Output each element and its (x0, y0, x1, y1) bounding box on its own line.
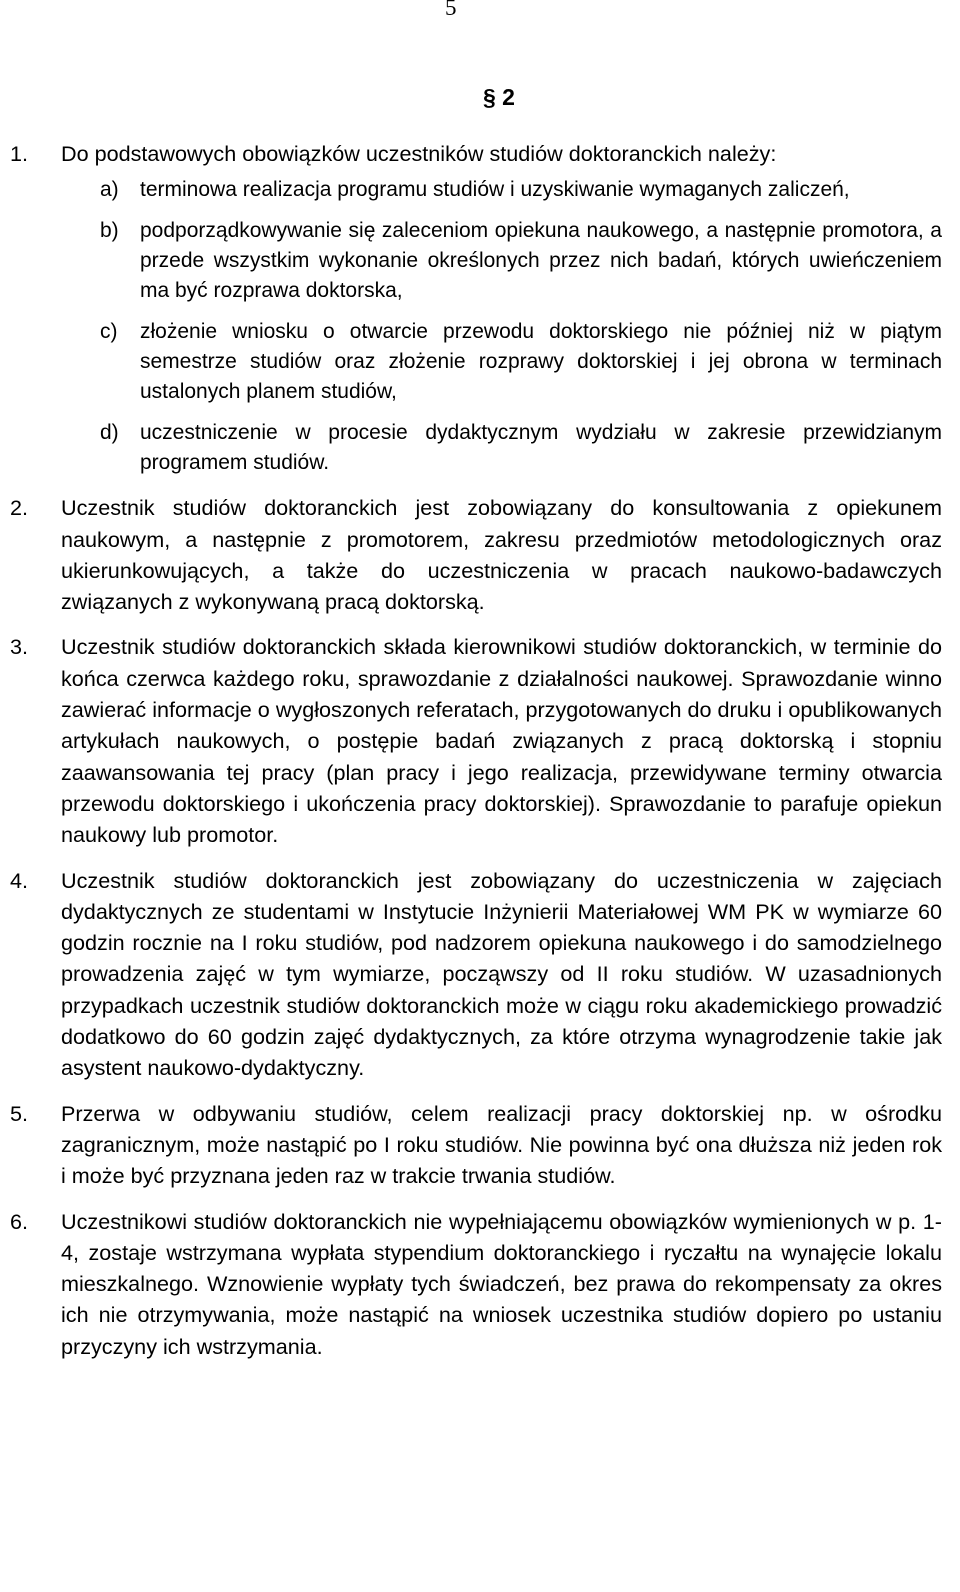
paragraph-list (0, 138, 960, 1376)
paragraph-text: Uczestnik studiów doktoranckich jest zobowiązany do uczestniczenia w zajęciach dydaktycznych ze studentami w Instytucie Inżynierii Materiałowej WM PK w wymiarze 60 godzin rocznie na I roku studiów, pod nadzorem opiekuna naukowego i do samodzielnego prowadzenia zajęć w tym wymiarze, począwszy od II roku studiów. W uzasadnionych przypadkach uczestnik studiów doktoranckich może w ciągu roku akademickiego prowadzić dodatkowo do 60 godzin zajęć dydaktycznych, za które otrzyma wynagrodzenie takie jak asystent naukowo-dydaktyczny. (61, 867, 942, 1081)
subitem-text: złożenie wniosku o otwarcie przewodu doktorskiego nie później niż w piątym semestrze studiów oraz złożenie rozprawy doktorskiej i jej obrona w terminach ustalonych planem studiów, (140, 320, 942, 404)
page-number: 5 (445, 0, 457, 20)
paragraph-number: 2. (10, 495, 29, 521)
paragraph-text: Przerwa w odbywaniu studiów, celem realizacji pracy doktorskiej np. w ośrodku zagranicznym, może nastąpić po I roku studiów. Nie powinna być ona dłuższa niż jeden rok i może być przyznana jeden raz w trakcie trwania studiów. (61, 1100, 942, 1189)
paragraph-number: 6. (10, 1208, 29, 1234)
subitem-label: c) (100, 320, 118, 344)
subitem-label: d) (100, 421, 119, 445)
paragraph-4 (0, 865, 960, 1084)
subitem-text: podporządkowywanie się zaleceniom opiekuna naukowego, a następnie promotora, a przede wszystkim wykonanie określonych przez nich badań, których uwieńczeniem ma być rozprawa doktorska, (140, 219, 942, 303)
subitem-c (100, 317, 942, 407)
subitem-list (61, 175, 942, 478)
paragraph-text: Uczestnik studiów doktoranckich składa kierownikowi studiów doktoranckich, w terminie do końca czerwca każdego roku, sprawozdanie z działalności naukowej. Sprawozdanie winno zawierać informacje o wygłoszonych referatach, przygotowanych do druku i opublikowanych artykułach naukowych, o postępie badań związanych z pracą doktorską i stopniu zaawansowania tej pracy (plan pracy i jego realizacja, przewidywane terminy otwarcia przewodu doktorskiego i ukończenia pracy doktorskiej). Sprawozdanie to parafuje opiekun naukowy lub promotor. (61, 634, 942, 848)
paragraph-number: 3. (10, 634, 29, 660)
subitem-b (100, 216, 942, 306)
subitem-label: a) (100, 178, 119, 202)
subitem-label: b) (100, 219, 119, 243)
paragraph-text: Uczestnikowi studiów doktoranckich nie wypełniającemu obowiązków wymienionych w p. 1-4, zostaje wstrzymana wypłata stypendium doktoranckiego i ryczałtu na wynajęcie lokalu mieszkalnego. Wznowienie wypłaty tych świadczeń, bez prawa do rekompensaty za okres ich nie otrzymywania, może nastąpić na wniosek uczestnika studiów dopiero po ustaniu przyczyny ich wstrzymania. (61, 1208, 942, 1359)
paragraph-number: 1. (10, 141, 29, 166)
subitem-text: terminowa realizacja programu studiów i uzyskiwanie wymaganych zaliczeń, (140, 178, 850, 202)
paragraph-number: 4. (10, 867, 29, 893)
paragraph-6 (0, 1206, 960, 1362)
paragraph-text: Uczestnik studiów doktoranckich jest zobowiązany do konsultowania z opiekunem naukowym, a następnie z promotorem, zakresu przedmiotów metodologicznych oraz ukierunkowujących, a także do uczestniczenia w pracach naukowo-badawczych związanych z wykonywaną pracą doktorską. (61, 495, 942, 615)
subitem-d (100, 418, 942, 478)
subitem-a (100, 175, 942, 205)
paragraph-1 (0, 138, 960, 478)
subitem-text: uczestniczenie w procesie dydaktycznym wydziału w zakresie przewidzianym programem studiów. (140, 421, 942, 475)
paragraph-3 (0, 631, 960, 850)
section-heading: § 2 (483, 84, 515, 110)
paragraph-text: Do podstawowych obowiązków uczestników studiów doktoranckich należy: (61, 141, 777, 166)
paragraph-5 (0, 1098, 960, 1192)
paragraph-2 (0, 492, 960, 617)
paragraph-number: 5. (10, 1100, 29, 1126)
